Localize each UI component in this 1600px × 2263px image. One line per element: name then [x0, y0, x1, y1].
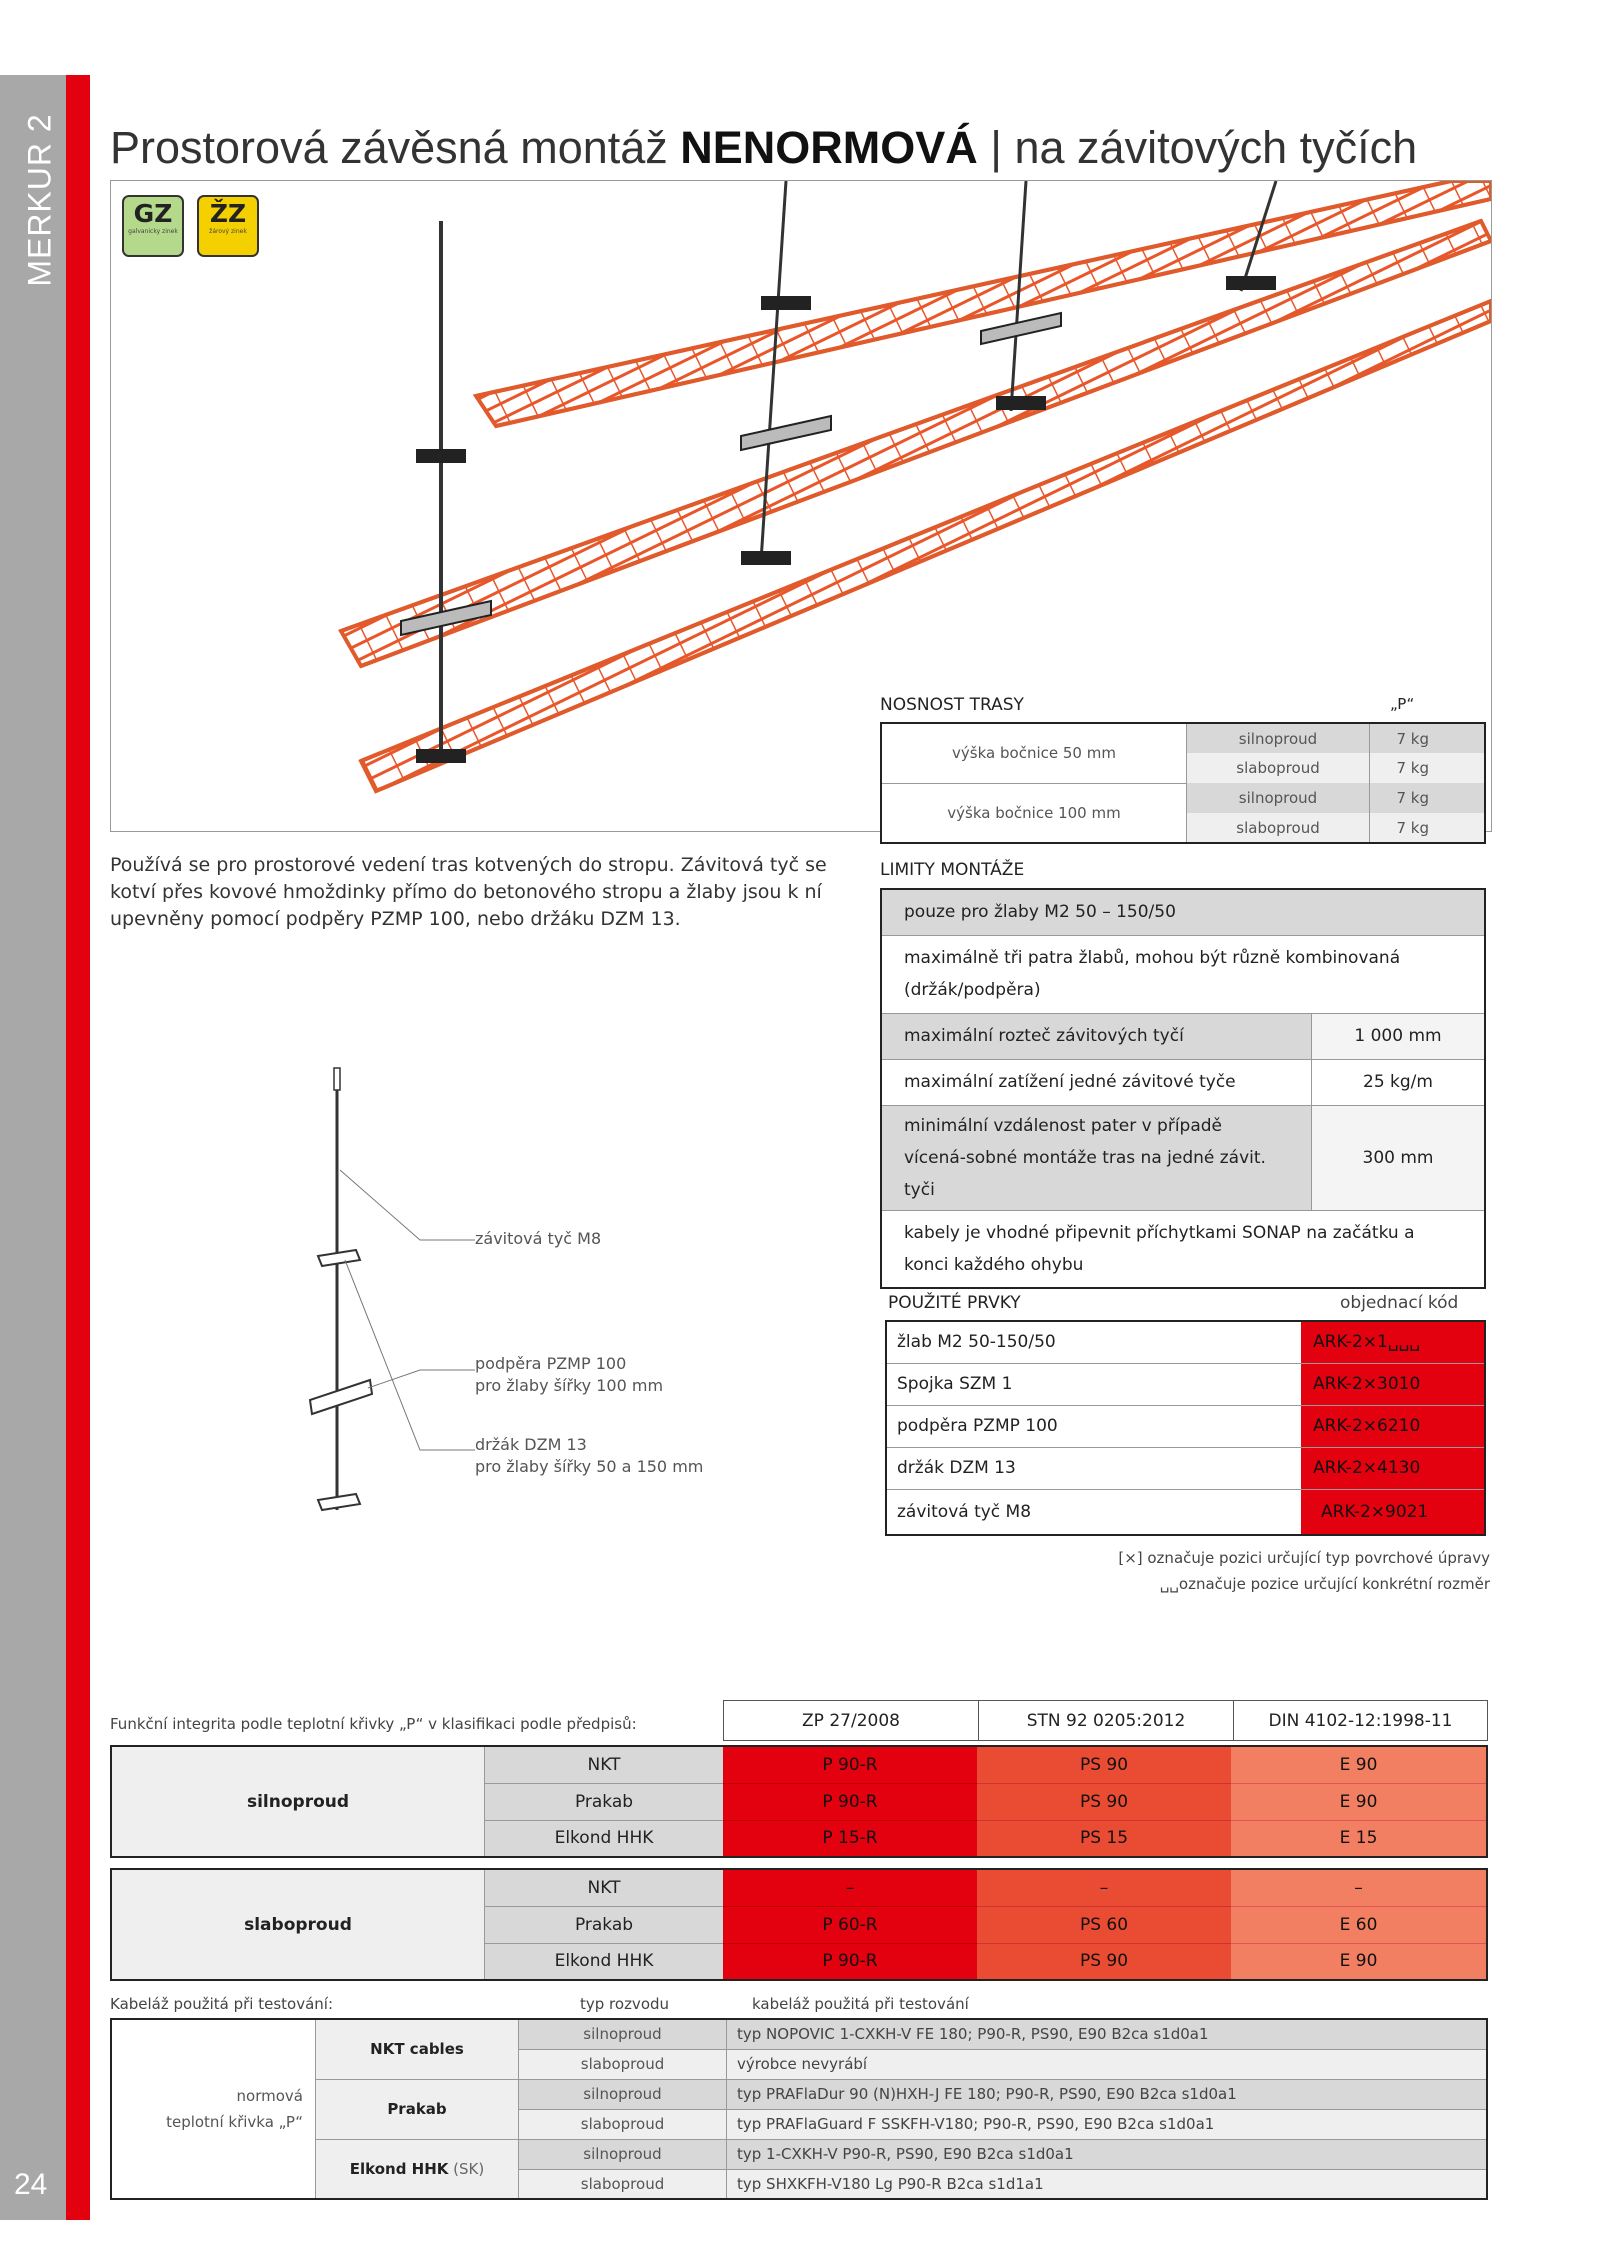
kabelaz-cable: typ 1-CXKH-V P90-R, PS90, E90 B2ca s1d0a1: [727, 2139, 1488, 2169]
integrita-value: E 90: [1231, 1746, 1487, 1783]
integrita-cable: NKT: [485, 1869, 724, 1906]
prvky-name: držák DZM 13: [886, 1447, 1301, 1489]
limity-label: minimální vzdálenost pater v případě vícená-sobné montáže tras na jedné závit. tyči: [881, 1105, 1312, 1210]
kabelaz-type: silnoproud: [519, 2019, 727, 2049]
kabelaz-group: Elkond HHK (SK): [316, 2139, 519, 2199]
kabelaz-cable: typ NOPOVIC 1-CXKH-V FE 180; P90-R, PS90, E90 B2ca s1d0a1: [727, 2019, 1488, 2049]
nosnost-value: 7 kg: [1370, 723, 1486, 753]
integrita-cable: Elkond HHK: [485, 1820, 724, 1857]
integrita-value: PS 60: [977, 1906, 1231, 1943]
kabelaz-table: [110, 2018, 1488, 2200]
prvky-title: POUŽITÉ PRVKY: [888, 1293, 1021, 1313]
prvky-code: ARK-2×4130: [1301, 1447, 1485, 1489]
kabelaz-type: silnoproud: [519, 2079, 727, 2109]
integrita-value: P 90-R: [723, 1783, 977, 1820]
drawing-label-rod: závitová tyč M8: [475, 1229, 602, 1248]
prvky-table: [885, 1320, 1486, 1536]
rod-drawing: [300, 1060, 480, 1520]
prvky-code: ARK-2×1␣␣␣: [1301, 1321, 1485, 1363]
kabelaz-group: Prakab: [316, 2079, 519, 2139]
integrita-value: E 90: [1231, 1943, 1487, 1980]
kabelaz-cable: výrobce nevyrábí: [727, 2049, 1488, 2079]
nosnost-group: výška bočnice 100 mm: [881, 783, 1187, 843]
prvky-name: žlab M2 50-150/50: [897, 1332, 1056, 1353]
integrita-col: STN 92 0205:2012: [979, 1701, 1234, 1741]
kabelaz-type: slaboproud: [519, 2049, 727, 2079]
description: Používá se pro prostorové vedení tras kotvených do stropu. Závitová tyč se kotví přes kovové hmoždinky přímo do betonového stropu a žlaby jsou k ní upevněny pomocí podpěry PZMP 100, nebo držáku DZM 13.: [110, 854, 827, 930]
limity-value: 25 kg/m: [1312, 1059, 1486, 1105]
integrita-value: –: [723, 1869, 977, 1906]
kabelaz-type: slaboproud: [519, 2169, 727, 2199]
integrita-value: E 60: [1231, 1906, 1487, 1943]
integrita-value: P 15-R: [723, 1820, 977, 1857]
integrita-value: PS 90: [977, 1746, 1231, 1783]
integrita-value: P 60-R: [723, 1906, 977, 1943]
integrita-group: slaboproud: [111, 1869, 485, 1980]
kabelaz-type: slaboproud: [519, 2109, 727, 2139]
integrita-group: silnoproud: [111, 1746, 485, 1857]
page-title: Prostorová závěsná montáž NENORMOVÁ | na závitových tyčích: [110, 122, 1418, 173]
nosnost-value: 7 kg: [1370, 813, 1486, 843]
nosnost-value: 7 kg: [1370, 753, 1486, 783]
kabelaz-type: silnoproud: [519, 2139, 727, 2169]
nosnost-col-header: „P“: [1390, 695, 1415, 713]
limity-label: maximální rozteč závitových tyčí: [881, 1013, 1312, 1059]
limity-row: kabely je vhodné připevnit příchytkami SONAP na začátku a konci každého ohybu: [881, 1210, 1485, 1288]
sidebar: [0, 75, 66, 2220]
sidebar-accent: [66, 75, 90, 2220]
prvky-name: závitová tyč M8: [886, 1489, 1301, 1535]
brand-label: MERKUR 2: [21, 113, 58, 287]
kabelaz-cable: typ PRAFlaDur 90 (N)HXH-J FE 180; P90-R, PS90, E90 B2ca s1d0a1: [727, 2079, 1488, 2109]
integrita-value: P 90-R: [723, 1943, 977, 1980]
integrita-col: ZP 27/2008: [802, 1710, 900, 1731]
drawing-label-holder: držák DZM 13 pro žlaby šířky 50 a 150 mm: [475, 1435, 704, 1476]
integrita-value: E 15: [1231, 1820, 1487, 1857]
nosnost-table: [880, 722, 1486, 844]
kabelaz-caption: Kabeláž použitá při testování:: [110, 1995, 334, 2013]
kabelaz-cable: typ PRAFlaGuard F SSKFH-V180; P90-R, PS90, E90 B2ca s1d0a1: [727, 2109, 1488, 2139]
nosnost-value: 7 kg: [1370, 783, 1486, 813]
prvky-notes: [×] označuje pozici určující typ povrchové úpravy ␣␣označuje pozice určující konkrétní rozměr: [1118, 1549, 1490, 1593]
integrita-slaboproud: [110, 1868, 1488, 1981]
prvky-name: podpěra PZMP 100: [886, 1405, 1301, 1447]
nosnost-title: NOSNOST TRASY: [880, 695, 1024, 715]
limity-label: maximální zatížení jedné závitové tyče: [881, 1059, 1312, 1105]
prvky-code-header: objednací kód: [1340, 1293, 1459, 1313]
integrita-cable: Prakab: [485, 1906, 724, 1943]
integrita-value: E 90: [1231, 1783, 1487, 1820]
drawing-label-support: podpěra PZMP 100 pro žlaby šířky 100 mm: [475, 1354, 664, 1395]
nosnost-type: silnoproud: [1187, 783, 1370, 813]
limity-row: pouze pro žlaby M2 50 – 150/50: [904, 902, 1176, 923]
badge-hot-dip-zinc: ŽZ žárový zinek: [197, 195, 259, 257]
integrita-cable: Prakab: [485, 1783, 724, 1820]
nosnost-type: slaboproud: [1187, 813, 1370, 843]
kabelaz-cable: typ SHXKFH-V180 Lg P90-R B2ca s1d1a1: [727, 2169, 1488, 2199]
integrita-value: P 90-R: [723, 1746, 977, 1783]
kabelaz-left-label: normová teplotní křivka „P“: [111, 2019, 316, 2199]
prvky-code: ARK-2×9021: [1301, 1489, 1485, 1535]
integrita-cable: NKT: [485, 1746, 724, 1783]
nosnost-type: silnoproud: [1187, 723, 1370, 753]
integrita-caption: Funkční integrita podle teplotní křivky „P“ v klasifikaci podle předpisů:: [110, 1715, 637, 1733]
badge-galvanic-zinc: GZ galvanicky zinek: [122, 195, 184, 257]
integrita-value: PS 90: [977, 1783, 1231, 1820]
integrita-cable: Elkond HHK: [485, 1943, 724, 1980]
nosnost-type: slaboproud: [1187, 753, 1370, 783]
limity-title: LIMITY MONTÁŽE: [880, 860, 1025, 880]
integrita-value: –: [977, 1869, 1231, 1906]
limity-value: 300 mm: [1312, 1105, 1486, 1210]
limity-table: [880, 888, 1486, 1289]
integrita-value: PS 15: [977, 1820, 1231, 1857]
prvky-code: ARK-2×6210: [1301, 1405, 1485, 1447]
nosnost-group: výška bočnice 50 mm: [881, 723, 1187, 783]
integrita-silnoproud: [110, 1745, 1488, 1858]
page-number: 24: [14, 2168, 48, 2201]
limity-row: maximálně tři patra žlabů, mohou být různě kombinovaná (držák/podpěra): [881, 935, 1485, 1013]
kabelaz-group: NKT cables: [316, 2019, 519, 2079]
integrita-value: PS 90: [977, 1943, 1231, 1980]
limity-value: 1 000 mm: [1312, 1013, 1486, 1059]
prvky-name: Spojka SZM 1: [886, 1363, 1301, 1405]
kabelaz-col-cable: kabeláž použitá při testování: [752, 1995, 969, 2013]
integrita-col: DIN 4102-12:1998-11: [1234, 1701, 1488, 1741]
kabelaz-col-type: typ rozvodu: [580, 1995, 670, 2013]
integrita-value: –: [1231, 1869, 1487, 1906]
prvky-code: ARK-2×3010: [1301, 1363, 1485, 1405]
integrita-header: [723, 1700, 1488, 1741]
